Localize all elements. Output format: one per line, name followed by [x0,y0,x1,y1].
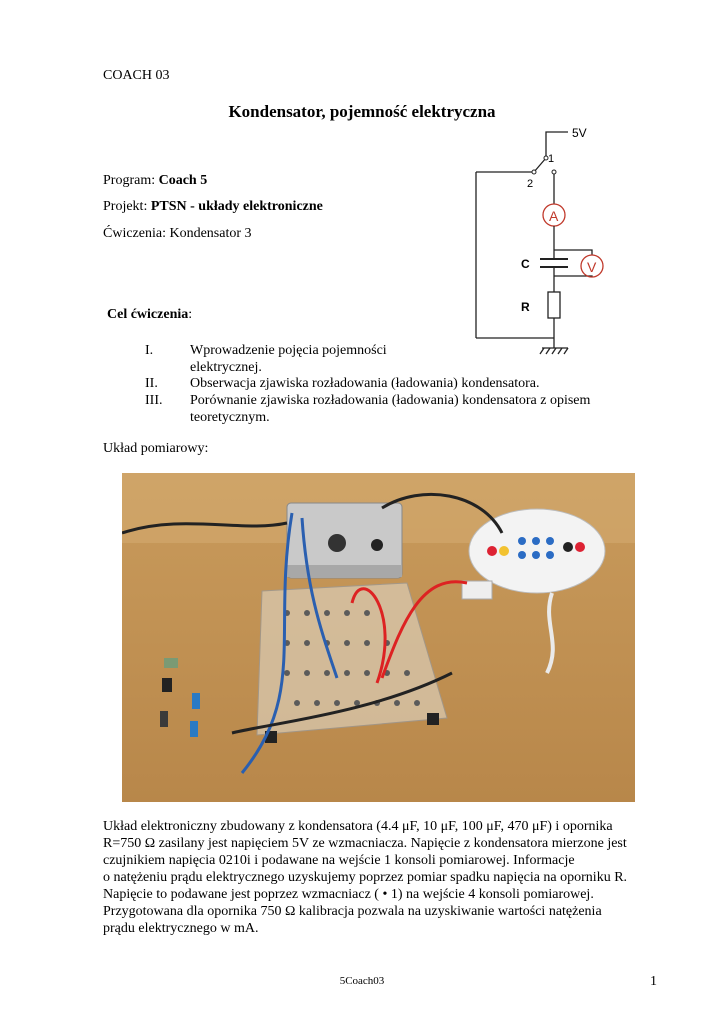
description [103,818,663,937]
setup-label: Układ pomiarowy: [103,441,209,456]
goal-item-text: Porównanie zjawiska rozładowania (ładowania) kondensatora z opisem teoretycznym. [190,393,591,425]
switch-position-1: 1 [548,153,555,165]
goal-item-text: Obserwacja zjawiska rozładowania (ładowania) kondensatora. [190,376,540,391]
footer-filename: 5Coach03 [339,975,385,987]
project-value: PTSN - układy elektroniczne [150,199,323,214]
resistor-symbol [548,292,560,318]
ammeter-label: A [549,208,559,224]
switch-arm [534,158,546,172]
goal-heading [107,307,192,323]
goal-label: Cel ćwiczenia [107,307,189,322]
exercise-line [103,226,252,242]
program-label: Program: [103,173,156,188]
description-line: R=750 Ω zasilany jest napięciem 5V ze wzmacniacza. Napięcie z kondensatora mierzone jest [103,836,627,851]
description-line: prądu elektrycznego w mA. [103,921,259,936]
description-line: Przygotowana dla opornika 750 Ω kalibracja pozwala na uzyskiwanie wartości natężenia [103,904,602,919]
voltmeter-label: V [587,259,597,275]
goal-number: I. [145,343,154,358]
exercise-value: Kondensator 3 [169,226,252,241]
goal-number: III. [145,393,163,408]
switch-position-2: 2 [527,178,534,190]
description-line: Napięcie to podawane jest poprzez wzmacniacz ( • 1) na wejście 4 konsoli pomiarowej. [103,887,594,902]
page-title: Kondensator, pojemność elektryczna [228,102,496,121]
description-line: czujnikiem napięcia 0210i i podawane na wejście 1 konsoli pomiarowej. Informacje [103,853,575,868]
goal-item-text: Wprowadzenie pojęcia pojemności elektrycznej. [190,343,387,375]
program-value: Coach 5 [158,173,208,188]
description-line: Układ elektroniczny zbudowany z kondensatora (4.4 μF, 10 μF, 100 μF, 470 μF) i opornika [103,819,613,834]
description-line: o natężeniu prądu elektrycznego uzyskujemy poprzez pomiar spadku napięcia na oporniku R. [103,870,628,885]
project-label: Projekt: [103,199,148,214]
program-line [103,173,207,189]
project-line [103,199,323,215]
supply-label: 5V [572,126,587,140]
document-code: COACH 03 [103,68,170,83]
setup-photo [122,473,635,802]
circuit-schematic [468,126,618,366]
resistor-label: R [521,300,530,314]
goal-number: II. [145,376,158,391]
goal-colon: : [188,307,193,322]
exercise-label: Ćwiczenia: [103,226,166,241]
page-number: 1 [650,974,657,989]
capacitor-label: C [521,257,530,271]
